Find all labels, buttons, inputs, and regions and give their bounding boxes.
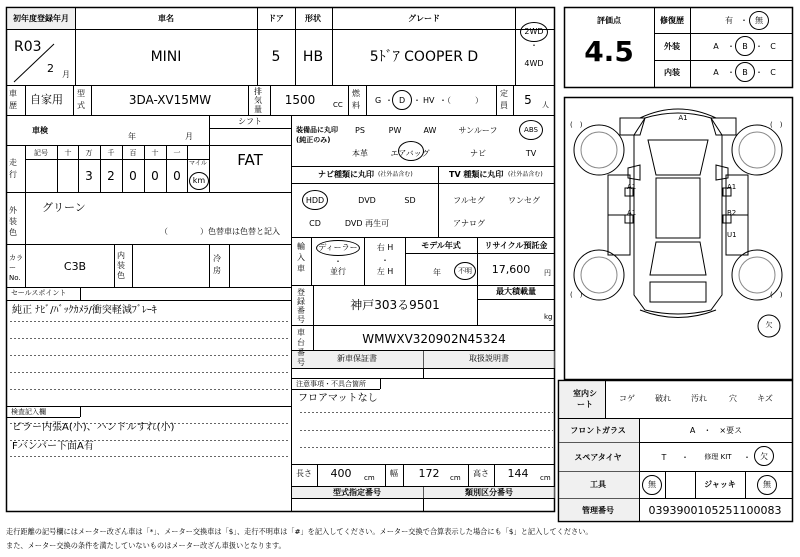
registration-number: 神戸303る9501 [350,298,440,312]
footer-note-1: 走行距離の記号欄にはメーター改ざん車は「*」、メーター交換車は「$」、走行不明車は「#」を記入してください。メーター交換で合算表示した場合にも「$」と記入してください。 [6,527,593,536]
chassis-number: WMWXV320902N45324 [362,332,506,346]
inspection-month: 月 [185,132,193,141]
height: 144 [507,467,529,480]
displacement-label: 排気量 [254,87,262,114]
kigo-label: 記号 [34,149,48,157]
model-year-label: モデル年式 [421,241,461,250]
equip-leather: 本革 [352,149,368,158]
mileage-digit: 0 [151,169,159,183]
score: 4.5 [584,35,634,68]
repaint-note: （ ）色替車は色替と記入 [160,227,280,236]
sales-point-label: セールスポイント [11,289,67,297]
doors-label: ドア [268,14,284,23]
mileage-digit: 0 [129,169,137,183]
grade: 5ﾄﾞｱ COOPER D [369,49,479,65]
fuel-d: D [399,96,406,105]
unit-ju: 十 [151,149,159,157]
jack-label: ジャッキ [704,480,736,489]
equip-abs: ABS [524,126,538,134]
notes-label: 注意事項・不具合箇所 [296,380,366,388]
inspector-label: 検査記入欄 [11,408,46,416]
import-right-h: 右 H [376,243,394,252]
warranty-row-bg [292,351,555,368]
tire-paren: ( ) [770,121,783,129]
fuel-label: 燃料 [352,89,360,110]
classification-label: 類別区分番号 [465,488,513,497]
category-label: 車歴 [9,89,17,110]
drive-4wd: 4WD [524,59,544,68]
exterior-dot: ・ [755,42,763,51]
mile-label: マイル [189,160,207,167]
seat-stain: 汚れ [691,394,707,403]
seat-tear: 破れ [655,394,671,403]
exterior-grade-b: B [742,42,748,51]
first-reg-label: 初年度登録年月 [13,14,69,23]
spare-tire-label: スペアタイヤ [574,453,622,462]
exterior-grade-a: A [713,42,719,51]
interior-grade-b: B [742,68,748,77]
fuel-g: G [375,96,382,105]
windshield-options: A ・ ×要ス [689,426,743,435]
interior-dot: ・ [727,68,735,77]
interior-dot: ・ [755,68,763,77]
model-year-unit: 年 [433,268,441,277]
manual: 取扱説明書 [469,354,509,363]
seat-hole: 穴 [729,394,737,403]
damage-mark-right-front: A1 [727,183,737,191]
color-number: C3B [63,260,87,273]
unit-ten-man: 十 [64,149,72,157]
score-label: 評価点 [597,16,621,25]
interior-seat-label: 室内シート [573,389,597,409]
management-label: 管理番号 [582,506,614,515]
first-reg-era: R03 [14,39,42,55]
model-year-unknown: 不明 [458,267,472,275]
tv-type-note: (社外品含む) [508,171,543,178]
recycle-yen: 円 [544,269,551,277]
tv-analog: アナログ [453,219,485,228]
mileage-digit: 3 [85,169,93,183]
notes-text: フロアマットなし [298,393,378,404]
import-dot: ・ [381,256,389,265]
length-label: 長さ [296,469,312,478]
grade-label: グレード [408,14,440,23]
import-label: 輸入車 [297,242,305,273]
first-reg-month: 2 [47,62,54,75]
car-name-label: 車名 [158,14,174,23]
navi-type-note: (社外品含む) [378,171,413,178]
unit-sen: 千 [107,149,115,157]
capacity-unit: 人 [542,101,549,109]
refrig-label: 冷房 [213,254,221,275]
repair-no: 無 [755,16,763,25]
shift-label: シフト [238,117,262,126]
spare-dot: ・ [743,453,751,462]
inspector-line2: Fバンパー下面A有 [12,441,94,452]
recycle-label: リサイクル預託金 [484,241,548,250]
equipment-label: 装備品に丸印(純正のみ) [296,126,338,144]
width: 172 [418,467,440,480]
max-load-kg: kg [544,313,553,321]
tv-oneseg: ワンセグ [508,196,540,205]
model-label: 型式 [77,89,85,110]
management-number: 0393900105251100083 [648,504,782,517]
damage-mark-left-rear: A1 [627,209,637,217]
width-label: 幅 [390,469,398,478]
car-name: MINI [150,49,182,65]
km-label: km [192,176,206,185]
unit-man: 万 [85,149,93,157]
equip-aw: AW [423,126,437,135]
tire-paren: ( ) [770,291,783,299]
spare-kit: 修理 KIT [704,453,732,461]
max-load-label: 最大積載量 [496,287,536,296]
import-left-h: 左 H [376,267,394,276]
damage-mark-front: A1 [678,114,688,122]
tire-paren: ( ) [570,121,583,129]
month-unit: 月 [62,70,70,79]
navi-dvd-play: DVD 再生可 [344,219,390,228]
tv-fullseg: フルセグ [453,196,485,205]
navi-hdd: HDD [305,196,325,205]
navi-sd: SD [404,196,416,205]
damage-mark-right-u1: U1 [727,231,737,239]
navi-cd: CD [309,219,321,228]
diagram-kesu: 欠 [765,321,773,329]
length-unit: cm [364,474,375,482]
equip-airbag: エアバッグ [390,149,430,158]
inspection-year: 年 [128,132,136,141]
new-warranty: 新車保証書 [337,354,377,363]
repair-yes: 有 [725,16,733,25]
seat-scratch: キズ [757,394,773,403]
repair-dot: ・ [740,16,748,25]
equip-tv: TV [525,149,537,158]
registration-label: 登録番号 [297,288,305,324]
type-designation-label: 型式指定番号 [333,488,381,497]
interior-grade-a: A [713,68,719,77]
tools-label: 工具 [590,480,606,489]
exterior-dot: ・ [727,42,735,51]
shape: HB [302,49,324,65]
equip-pw: PW [388,126,402,135]
tv-type-label: TV 種類に丸印 [449,170,504,179]
fuel-paren: ・（ ） [439,96,483,105]
cc-unit: CC [333,101,343,109]
recycle-value: 17,600 [491,263,531,276]
spare-t: T [661,453,667,462]
tire-paren: ( ) [570,291,583,299]
navi-type-label: ナビ種類に丸印 [318,170,374,179]
seat-burn: コゲ [619,394,635,403]
exterior-label: 外装 [664,42,680,51]
damage-mark-left-front: A1 [627,183,637,191]
sales-point-text: 純正 ﾅﾋﾞ/ﾊﾞｯｸｶﾒﾗ/衝突軽減ﾌﾞﾚｰｷ [12,305,157,316]
footer-note-2: また、メーター交換の条件を満たしていないものはメーター改ざん車扱いとなります。 [6,541,286,550]
type-row-bg [292,487,555,498]
fuel-hv: HV [423,96,435,105]
displacement: 1500 [284,93,316,107]
category: 自家用 [30,93,63,106]
inspection-label: 車検 [32,126,48,135]
interior-label: 内装 [664,68,680,77]
import-parallel: 並行 [330,267,346,276]
height-unit: cm [540,474,551,482]
chassis-label: 車台番号 [297,328,305,367]
mileage-label: 走行 [9,158,17,179]
shift: FAT [237,151,263,169]
model: 3DA-XV15MW [128,93,212,107]
inspector-line1: ピラー内張A(小)、ハンドルすれ(小) [12,422,175,433]
spare-absent: 欠 [760,452,768,461]
exterior-grade-c: C [770,42,776,51]
color-label: 外装色 [9,206,17,237]
spare-dot: ・ [681,453,689,462]
shape-label: 形状 [305,14,321,23]
damage-mark-right-b2: B2 [727,209,737,217]
windshield-label: フロントガラス [570,426,626,435]
unit-ichi: 一 [173,149,181,157]
equip-sunroof: サンルーフ [458,126,498,135]
drive-2wd: 2WD [524,27,544,36]
jack-absent: 無 [763,480,771,489]
color-value: グリーン [42,201,86,214]
width-unit: cm [450,474,461,482]
unit-hyaku: 百 [129,149,137,157]
color-number-label: カラーNo. [9,254,23,282]
length: 400 [330,467,352,480]
height-label: 高さ [473,469,489,478]
repair-label: 修復歴 [660,16,684,25]
equip-navi: ナビ [470,149,486,158]
mileage-digit: 0 [173,169,181,183]
interior-grade-c: C [770,68,776,77]
interior-color-label: 内装色 [117,251,125,280]
import-dealer: ディーラー [318,243,358,252]
equip-ps: PS [355,126,365,135]
fuel-d-circle [392,90,412,110]
navi-dvd: DVD [358,196,376,205]
mileage-digit: 2 [107,169,115,183]
capacity: 5 [524,93,532,107]
drive-dot: ・ [530,41,538,50]
capacity-label: 定員 [500,89,508,110]
doors: 5 [271,49,281,65]
tools-absent: 無 [648,480,656,489]
